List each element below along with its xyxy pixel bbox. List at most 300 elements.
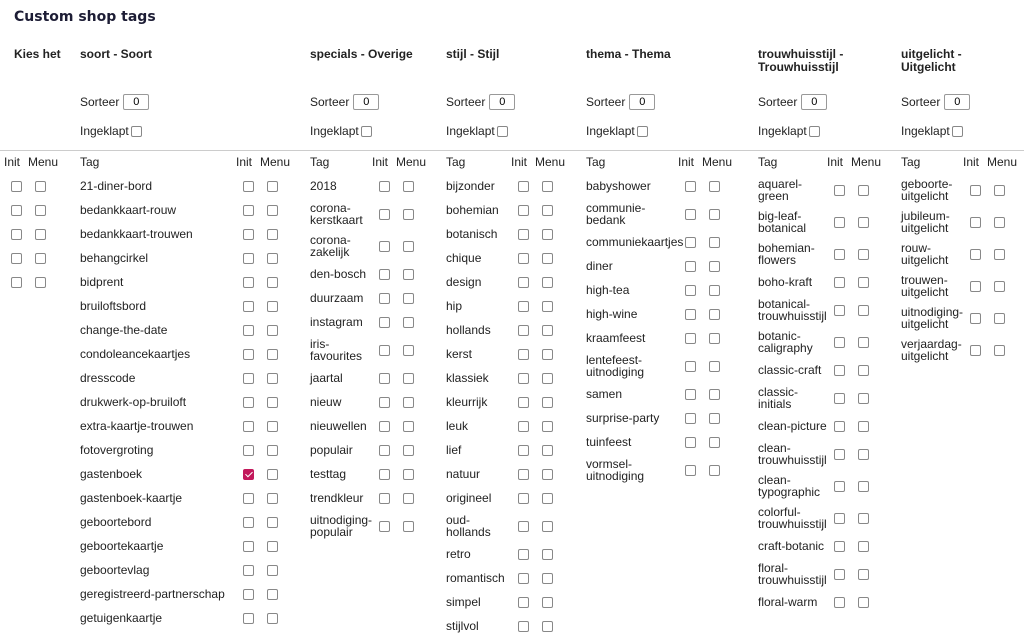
init-checkbox[interactable] <box>834 249 845 260</box>
menu-checkbox[interactable] <box>267 469 278 480</box>
tag-group-title: specials - Overige <box>310 47 413 61</box>
sort-input[interactable] <box>489 94 515 110</box>
init-checkbox[interactable] <box>243 205 254 216</box>
table-row <box>310 174 420 198</box>
menu-checkbox-cell <box>702 181 726 192</box>
menu-checkbox[interactable] <box>403 445 414 456</box>
collapsed-field <box>80 124 142 138</box>
init-checkbox[interactable] <box>834 481 845 492</box>
init-checkbox[interactable] <box>379 373 390 384</box>
collapsed-checkbox[interactable] <box>637 126 648 137</box>
sort-input[interactable] <box>629 94 655 110</box>
menu-checkbox[interactable] <box>858 513 869 524</box>
menu-checkbox-cell <box>260 253 284 264</box>
init-checkbox[interactable] <box>834 185 845 196</box>
menu-checkbox[interactable] <box>994 281 1005 292</box>
menu-checkbox-cell <box>851 569 875 580</box>
menu-checkbox[interactable] <box>542 325 553 336</box>
init-checkbox[interactable] <box>11 181 22 192</box>
menu-checkbox[interactable] <box>542 397 553 408</box>
menu-checkbox-cell <box>987 313 1011 324</box>
menu-checkbox[interactable] <box>542 277 553 288</box>
init-checkbox[interactable] <box>518 229 529 240</box>
init-checkbox-cell <box>963 249 987 260</box>
init-checkbox[interactable] <box>243 445 254 456</box>
menu-checkbox[interactable] <box>403 269 414 280</box>
menu-checkbox[interactable] <box>267 493 278 504</box>
init-checkbox[interactable] <box>518 445 529 456</box>
tag-name: tuinfeest <box>586 435 632 449</box>
menu-checkbox-cell <box>702 333 726 344</box>
menu-checkbox[interactable] <box>267 445 278 456</box>
menu-checkbox[interactable] <box>858 185 869 196</box>
init-checkbox-cell <box>511 493 535 504</box>
init-checkbox[interactable] <box>243 589 254 600</box>
init-checkbox[interactable] <box>834 337 845 348</box>
init-checkbox[interactable] <box>518 469 529 480</box>
menu-checkbox[interactable] <box>994 249 1005 260</box>
menu-checkbox[interactable] <box>858 421 869 432</box>
menu-checkbox[interactable] <box>709 413 720 424</box>
init-checkbox-cell <box>372 345 396 356</box>
init-checkbox[interactable] <box>685 413 696 424</box>
init-checkbox[interactable] <box>685 181 696 192</box>
init-checkbox[interactable] <box>518 181 529 192</box>
menu-checkbox[interactable] <box>267 373 278 384</box>
init-checkbox-cell <box>511 573 535 584</box>
init-checkbox[interactable] <box>243 397 254 408</box>
table-row <box>446 198 559 222</box>
menu-checkbox[interactable] <box>267 589 278 600</box>
init-checkbox[interactable] <box>970 345 981 356</box>
menu-checkbox[interactable] <box>542 421 553 432</box>
menu-checkbox[interactable] <box>542 205 553 216</box>
menu-checkbox[interactable] <box>709 209 720 220</box>
init-checkbox[interactable] <box>379 181 390 192</box>
init-checkbox-cell <box>827 185 851 196</box>
init-checkbox[interactable] <box>243 421 254 432</box>
menu-checkbox[interactable] <box>994 345 1005 356</box>
menu-checkbox[interactable] <box>403 209 414 220</box>
tag-header: Tag <box>310 155 330 169</box>
init-checkbox[interactable] <box>518 277 529 288</box>
tag-name: 21-diner-bord <box>80 179 153 193</box>
tag-header: Tag <box>80 155 100 169</box>
menu-checkbox[interactable] <box>858 277 869 288</box>
menu-checkbox[interactable] <box>403 345 414 356</box>
menu-checkbox[interactable] <box>709 285 720 296</box>
tag-group-5 <box>901 47 1011 138</box>
menu-checkbox-cell <box>702 309 726 320</box>
collapsed-checkbox[interactable] <box>497 126 508 137</box>
table-row <box>901 302 1011 334</box>
init-checkbox[interactable] <box>243 229 254 240</box>
menu-checkbox-cell <box>28 229 52 240</box>
sort-field <box>586 94 655 110</box>
menu-checkbox[interactable] <box>403 493 414 504</box>
init-checkbox[interactable] <box>243 373 254 384</box>
init-checkbox[interactable] <box>518 325 529 336</box>
tag-name: behangcirkel <box>80 251 149 265</box>
menu-checkbox-cell <box>260 397 284 408</box>
menu-checkbox[interactable] <box>994 185 1005 196</box>
init-checkbox[interactable] <box>379 445 390 456</box>
menu-checkbox[interactable] <box>267 277 278 288</box>
init-checkbox-cell <box>827 569 851 580</box>
menu-checkbox[interactable] <box>858 365 869 376</box>
init-checkbox[interactable] <box>243 349 254 360</box>
sort-label: Sorteer <box>80 95 120 109</box>
init-checkbox[interactable] <box>379 493 390 504</box>
menu-checkbox-cell <box>260 469 284 480</box>
init-checkbox-cell <box>827 449 851 460</box>
init-checkbox-cell <box>827 513 851 524</box>
init-checkbox[interactable] <box>379 209 390 220</box>
table-row <box>310 286 420 310</box>
init-checkbox[interactable] <box>243 277 254 288</box>
init-checkbox[interactable] <box>685 209 696 220</box>
tag-name: geboortevlag <box>80 563 150 577</box>
menu-checkbox[interactable] <box>994 313 1005 324</box>
init-checkbox[interactable] <box>970 313 981 324</box>
collapsed-field <box>758 124 820 138</box>
menu-checkbox[interactable] <box>267 325 278 336</box>
sort-input[interactable] <box>944 94 970 110</box>
menu-checkbox[interactable] <box>542 597 553 608</box>
tag-name: dresscode <box>80 371 136 385</box>
init-checkbox-cell <box>372 293 396 304</box>
menu-header: Menu <box>987 155 1018 169</box>
init-checkbox-cell <box>4 229 28 240</box>
init-checkbox-cell <box>511 445 535 456</box>
init-checkbox[interactable] <box>243 469 254 480</box>
init-checkbox[interactable] <box>379 421 390 432</box>
menu-checkbox[interactable] <box>858 305 869 316</box>
init-checkbox[interactable] <box>243 181 254 192</box>
init-checkbox[interactable] <box>243 301 254 312</box>
init-checkbox[interactable] <box>11 277 22 288</box>
menu-checkbox-cell <box>535 521 559 532</box>
collapsed-label: Ingeklapt <box>446 124 495 138</box>
init-checkbox[interactable] <box>11 205 22 216</box>
menu-checkbox[interactable] <box>403 293 414 304</box>
init-checkbox[interactable] <box>518 373 529 384</box>
tag-table-0 <box>80 154 291 630</box>
init-checkbox[interactable] <box>379 469 390 480</box>
tag-name: high-tea <box>586 283 630 297</box>
init-header: Init <box>236 155 253 169</box>
menu-checkbox[interactable] <box>709 437 720 448</box>
init-checkbox[interactable] <box>243 541 254 552</box>
menu-checkbox-cell <box>396 317 420 328</box>
menu-checkbox[interactable] <box>858 217 869 228</box>
tag-group-1 <box>310 47 420 138</box>
init-checkbox[interactable] <box>379 269 390 280</box>
init-checkbox[interactable] <box>834 597 845 608</box>
init-checkbox[interactable] <box>243 325 254 336</box>
menu-checkbox[interactable] <box>858 337 869 348</box>
menu-checkbox[interactable] <box>858 449 869 460</box>
menu-checkbox[interactable] <box>35 229 46 240</box>
menu-checkbox-cell <box>535 597 559 608</box>
menu-checkbox[interactable] <box>267 541 278 552</box>
menu-checkbox[interactable] <box>267 181 278 192</box>
menu-checkbox[interactable] <box>542 301 553 312</box>
menu-checkbox[interactable] <box>403 397 414 408</box>
init-checkbox[interactable] <box>518 549 529 560</box>
init-checkbox[interactable] <box>834 217 845 228</box>
init-checkbox[interactable] <box>834 541 845 552</box>
sort-input[interactable] <box>123 94 149 110</box>
tag-name: trouwen-uitgelicht <box>901 273 949 299</box>
init-checkbox-cell <box>372 209 396 220</box>
menu-checkbox[interactable] <box>403 317 414 328</box>
init-checkbox[interactable] <box>518 597 529 608</box>
table-row <box>80 414 284 438</box>
menu-checkbox[interactable] <box>403 373 414 384</box>
init-checkbox[interactable] <box>379 241 390 252</box>
menu-checkbox[interactable] <box>267 517 278 528</box>
menu-checkbox[interactable] <box>709 237 720 248</box>
menu-checkbox[interactable] <box>542 253 553 264</box>
menu-checkbox[interactable] <box>35 181 46 192</box>
init-checkbox[interactable] <box>518 421 529 432</box>
init-checkbox[interactable] <box>518 349 529 360</box>
init-checkbox[interactable] <box>685 285 696 296</box>
tag-name: botanisch <box>446 227 498 241</box>
init-checkbox[interactable] <box>970 281 981 292</box>
init-checkbox[interactable] <box>685 361 696 372</box>
init-checkbox[interactable] <box>243 565 254 576</box>
init-checkbox[interactable] <box>685 237 696 248</box>
menu-checkbox[interactable] <box>858 597 869 608</box>
menu-checkbox[interactable] <box>709 261 720 272</box>
init-checkbox[interactable] <box>518 253 529 264</box>
menu-checkbox[interactable] <box>267 253 278 264</box>
init-checkbox-cell <box>963 185 987 196</box>
init-checkbox[interactable] <box>834 569 845 580</box>
menu-checkbox[interactable] <box>267 421 278 432</box>
menu-checkbox-cell <box>396 445 420 456</box>
init-checkbox-cell <box>511 521 535 532</box>
init-checkbox-cell <box>827 393 851 404</box>
menu-checkbox[interactable] <box>858 569 869 580</box>
menu-checkbox[interactable] <box>858 249 869 260</box>
menu-checkbox-cell <box>535 445 559 456</box>
menu-checkbox[interactable] <box>858 541 869 552</box>
menu-checkbox[interactable] <box>35 205 46 216</box>
table-row <box>80 270 284 294</box>
table-row <box>446 390 559 414</box>
menu-checkbox-cell <box>702 465 726 476</box>
menu-checkbox[interactable] <box>267 229 278 240</box>
menu-checkbox[interactable] <box>542 621 553 632</box>
init-checkbox-cell <box>236 349 260 360</box>
menu-checkbox[interactable] <box>709 389 720 400</box>
menu-checkbox[interactable] <box>542 469 553 480</box>
collapsed-checkbox[interactable] <box>809 126 820 137</box>
init-checkbox[interactable] <box>11 253 22 264</box>
init-checkbox[interactable] <box>685 437 696 448</box>
menu-checkbox[interactable] <box>542 349 553 360</box>
menu-checkbox[interactable] <box>542 373 553 384</box>
collapsed-checkbox[interactable] <box>361 126 372 137</box>
menu-checkbox[interactable] <box>542 229 553 240</box>
init-checkbox[interactable] <box>518 397 529 408</box>
init-checkbox[interactable] <box>518 301 529 312</box>
menu-checkbox[interactable] <box>267 349 278 360</box>
tag-name: botanic-caligraphy <box>758 329 813 355</box>
init-checkbox[interactable] <box>243 517 254 528</box>
tag-name: clean-picture <box>758 419 827 433</box>
init-checkbox[interactable] <box>243 253 254 264</box>
menu-checkbox-cell <box>987 249 1011 260</box>
menu-checkbox[interactable] <box>267 397 278 408</box>
init-checkbox[interactable] <box>685 465 696 476</box>
init-checkbox[interactable] <box>834 393 845 404</box>
menu-checkbox-cell <box>702 413 726 424</box>
menu-checkbox[interactable] <box>858 393 869 404</box>
menu-checkbox-cell <box>535 573 559 584</box>
menu-checkbox[interactable] <box>542 493 553 504</box>
menu-checkbox[interactable] <box>35 277 46 288</box>
menu-checkbox-cell <box>260 373 284 384</box>
init-checkbox[interactable] <box>834 305 845 316</box>
menu-checkbox[interactable] <box>709 361 720 372</box>
header-divider <box>0 150 1024 151</box>
menu-checkbox-cell <box>396 521 420 532</box>
init-checkbox[interactable] <box>834 449 845 460</box>
tag-name: bidprent <box>80 275 124 289</box>
init-checkbox[interactable] <box>685 261 696 272</box>
menu-checkbox[interactable] <box>709 309 720 320</box>
collapsed-label: Ingeklapt <box>310 124 359 138</box>
menu-checkbox[interactable] <box>403 521 414 532</box>
init-checkbox[interactable] <box>970 249 981 260</box>
table-row <box>0 174 52 198</box>
init-checkbox-cell <box>511 349 535 360</box>
table-row <box>80 318 284 342</box>
table-row <box>586 406 726 430</box>
menu-checkbox[interactable] <box>542 181 553 192</box>
menu-checkbox[interactable] <box>709 465 720 476</box>
menu-checkbox[interactable] <box>267 301 278 312</box>
init-checkbox[interactable] <box>970 217 981 228</box>
init-checkbox[interactable] <box>243 493 254 504</box>
collapsed-checkbox[interactable] <box>131 126 142 137</box>
sort-input[interactable] <box>801 94 827 110</box>
init-checkbox[interactable] <box>518 493 529 504</box>
init-checkbox-cell <box>372 397 396 408</box>
tag-name: oud-hollands <box>446 513 491 539</box>
init-checkbox-cell <box>372 421 396 432</box>
menu-checkbox-cell <box>535 621 559 632</box>
sort-input[interactable] <box>353 94 379 110</box>
menu-checkbox[interactable] <box>709 181 720 192</box>
init-checkbox[interactable] <box>379 397 390 408</box>
init-checkbox[interactable] <box>518 521 529 532</box>
init-checkbox-cell <box>236 325 260 336</box>
table-row <box>446 566 559 590</box>
menu-checkbox[interactable] <box>994 217 1005 228</box>
tag-name: gastenboek-kaartje <box>80 491 183 505</box>
tag-name: bedankkaart-rouw <box>80 203 177 217</box>
menu-checkbox[interactable] <box>267 205 278 216</box>
init-checkbox[interactable] <box>379 293 390 304</box>
menu-checkbox[interactable] <box>403 241 414 252</box>
tag-group-title: stijl - Stijl <box>446 47 500 61</box>
init-checkbox[interactable] <box>685 389 696 400</box>
menu-checkbox[interactable] <box>267 613 278 624</box>
menu-checkbox[interactable] <box>542 573 553 584</box>
init-checkbox[interactable] <box>518 573 529 584</box>
init-checkbox[interactable] <box>834 421 845 432</box>
init-checkbox-cell <box>511 469 535 480</box>
menu-checkbox-cell <box>535 229 559 240</box>
tag-group-title: uitgelicht - Uitgelicht <box>901 47 962 74</box>
menu-checkbox[interactable] <box>542 549 553 560</box>
menu-checkbox-cell <box>851 597 875 608</box>
table-header <box>80 154 291 170</box>
tag-name: hollands <box>446 323 491 337</box>
init-checkbox[interactable] <box>379 521 390 532</box>
menu-checkbox[interactable] <box>403 181 414 192</box>
init-checkbox[interactable] <box>379 317 390 328</box>
init-checkbox[interactable] <box>834 277 845 288</box>
init-checkbox[interactable] <box>685 309 696 320</box>
collapsed-label: Ingeklapt <box>758 124 807 138</box>
init-checkbox-cell <box>372 241 396 252</box>
menu-checkbox[interactable] <box>542 521 553 532</box>
menu-checkbox[interactable] <box>542 445 553 456</box>
init-checkbox[interactable] <box>970 185 981 196</box>
menu-checkbox[interactable] <box>35 253 46 264</box>
menu-checkbox[interactable] <box>267 565 278 576</box>
init-checkbox[interactable] <box>518 205 529 216</box>
menu-checkbox[interactable] <box>858 481 869 492</box>
init-checkbox[interactable] <box>685 333 696 344</box>
table-row <box>80 342 284 366</box>
tag-group-0 <box>80 47 284 138</box>
init-checkbox[interactable] <box>11 229 22 240</box>
init-checkbox[interactable] <box>379 345 390 356</box>
init-checkbox-cell <box>511 397 535 408</box>
menu-checkbox[interactable] <box>403 469 414 480</box>
init-checkbox[interactable] <box>834 365 845 376</box>
menu-checkbox[interactable] <box>403 421 414 432</box>
tag-name: boho-kraft <box>758 275 813 289</box>
init-checkbox-cell <box>827 481 851 492</box>
menu-checkbox-cell <box>702 437 726 448</box>
init-checkbox-cell <box>236 253 260 264</box>
init-checkbox-cell <box>236 301 260 312</box>
menu-checkbox-cell <box>535 373 559 384</box>
menu-checkbox-cell <box>260 445 284 456</box>
init-checkbox[interactable] <box>243 613 254 624</box>
table-row <box>446 614 559 638</box>
init-checkbox[interactable] <box>518 621 529 632</box>
menu-checkbox[interactable] <box>709 333 720 344</box>
menu-checkbox-cell <box>260 517 284 528</box>
collapsed-field <box>586 124 648 138</box>
menu-checkbox-cell <box>702 361 726 372</box>
tag-table-5 <box>901 154 1018 366</box>
tag-header: Tag <box>446 155 466 169</box>
tag-name: surprise-party <box>586 411 660 425</box>
table-row <box>758 590 875 614</box>
init-checkbox[interactable] <box>834 513 845 524</box>
collapsed-checkbox[interactable] <box>952 126 963 137</box>
